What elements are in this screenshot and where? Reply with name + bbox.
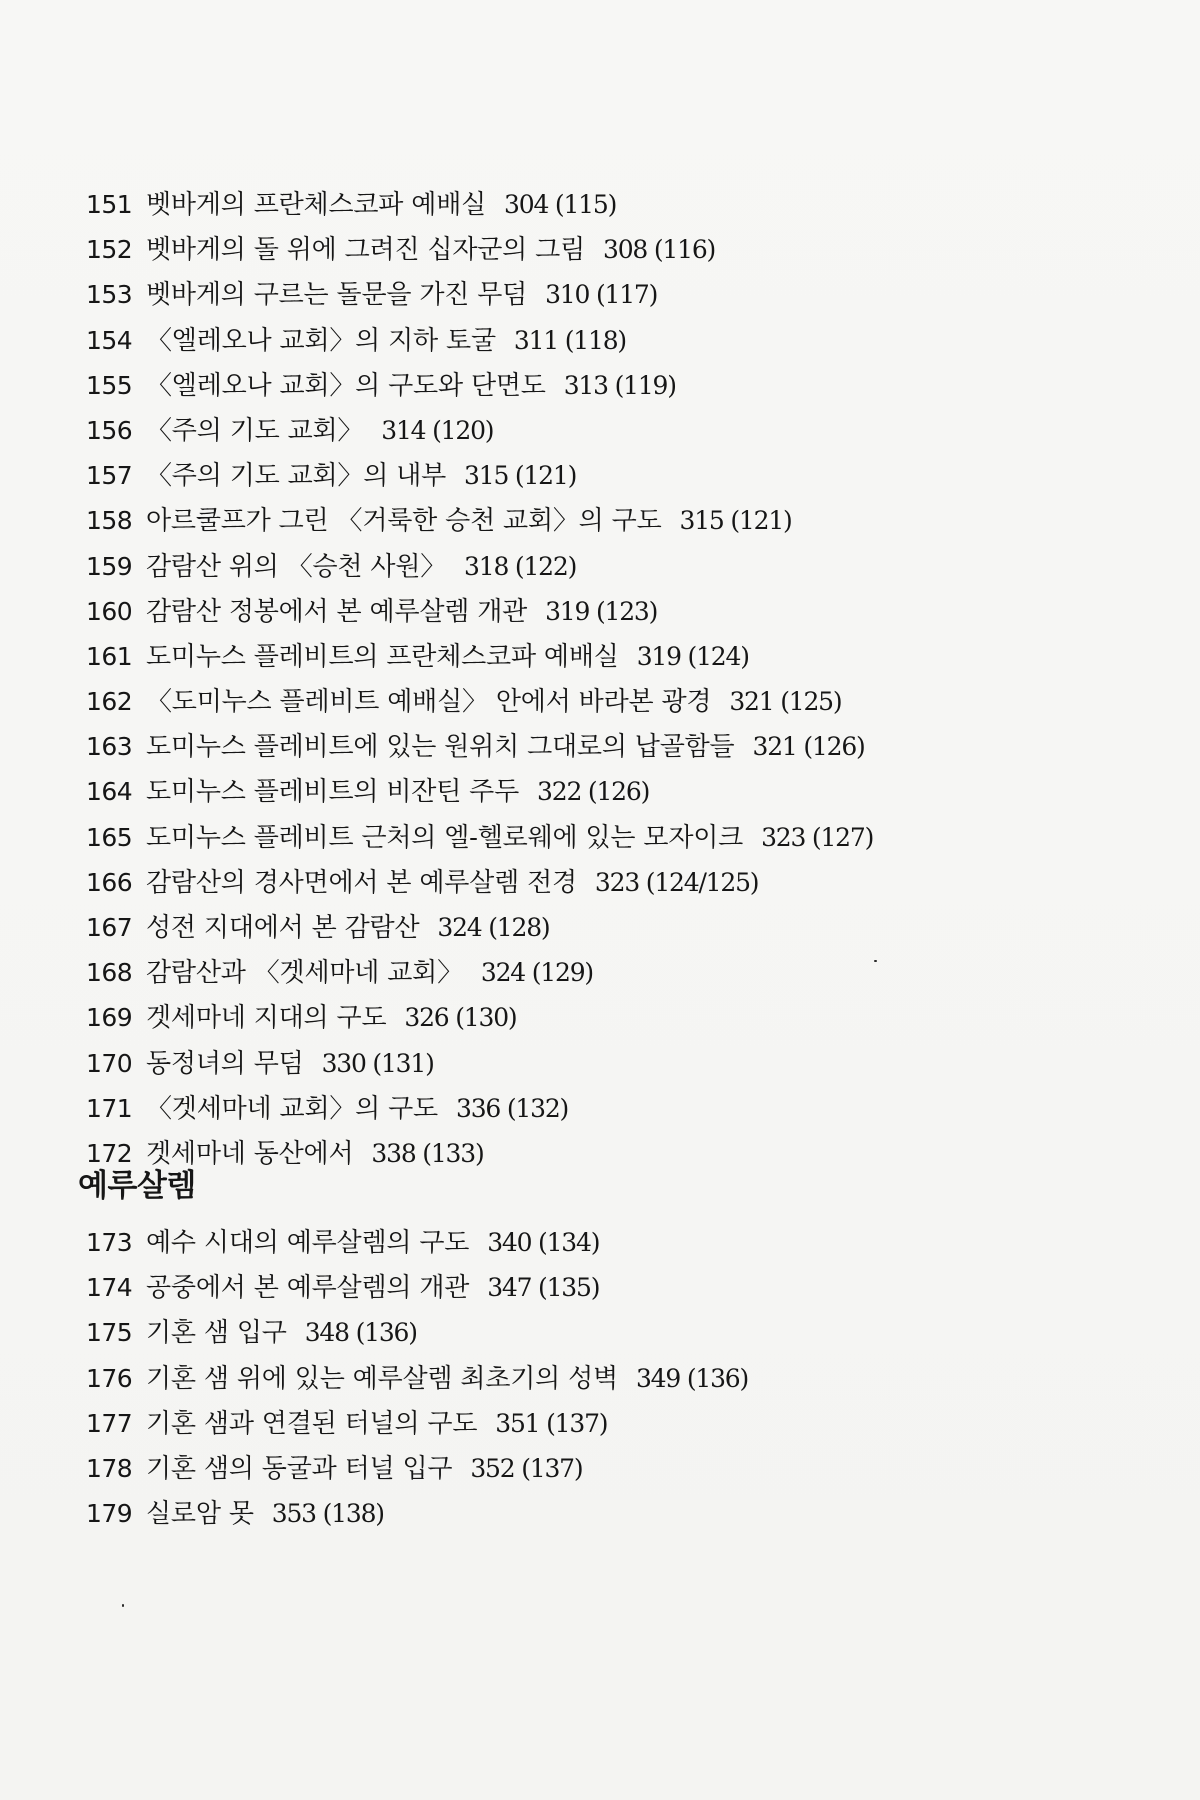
list-item (86, 771, 1126, 816)
entry-title: 〈겟세마네 교회〉의 구도 (146, 1093, 438, 1124)
entry-number: 165 (86, 822, 133, 852)
entry-title: 도미누스 플레비트의 프란체스코파 예배실 (146, 641, 619, 672)
list-item (86, 726, 1126, 771)
entry-title: 기혼 샘 입구 (146, 1318, 287, 1349)
list-item (86, 1043, 1126, 1088)
entry-number: 178 (86, 1453, 133, 1483)
entry-number: 156 (86, 415, 133, 445)
entry-title: 감람산과 〈겟세마네 교회〉 (146, 958, 463, 989)
entry-page: 338 (133) (371, 1138, 484, 1168)
entry-number: 167 (86, 913, 133, 942)
entry-title: 〈엘레오나 교회〉의 지하 토굴 (146, 325, 496, 356)
entry-number: 154 (86, 325, 133, 355)
list-item (86, 862, 1126, 907)
entry-page: 349 (136) (635, 1363, 749, 1393)
list-item (86, 1403, 1126, 1448)
entry-number: 172 (86, 1138, 133, 1168)
entry-page: 322 (126) (537, 777, 650, 807)
entry-page: 318 (122) (464, 551, 577, 581)
list-item (86, 455, 1126, 500)
entry-title: 벳바게의 구르는 돌문을 가진 무덤 (146, 280, 528, 311)
list-item (86, 952, 1126, 997)
entry-number: 175 (86, 1318, 133, 1348)
entry-title: 벳바게의 프란체스코파 예배실 (146, 190, 487, 220)
entry-page: 324 (128) (437, 913, 550, 942)
entry-number: 159 (86, 551, 133, 581)
entry-number: 169 (86, 1003, 133, 1033)
list-item (86, 907, 1126, 952)
entry-title: 벳바게의 돌 위에 그려진 십자군의 그림 (146, 235, 585, 266)
entry-number: 151 (86, 190, 133, 219)
entry-title: 공중에서 본 예루살렘의 개관 (146, 1273, 470, 1304)
entry-number: 168 (86, 958, 133, 988)
list-item (86, 1493, 1126, 1538)
entry-title: 도미누스 플레비트에 있는 원위치 그대로의 납골함들 (146, 732, 735, 763)
entry-title: 도미누스 플레비트 근처의 엘-헬로웨에 있는 모자이크 (146, 822, 744, 853)
list-item (86, 229, 1126, 274)
entry-page: 324 (129) (480, 958, 593, 988)
list-item (86, 500, 1126, 545)
list-item (86, 365, 1126, 410)
list-item (86, 681, 1126, 726)
entry-page: 304 (115) (504, 190, 617, 219)
illustration-list-part2 (86, 1222, 1126, 1538)
entry-title: 도미누스 플레비트의 비잔틴 주두 (146, 777, 520, 808)
entry-page: 348 (136) (304, 1318, 417, 1348)
entry-page: 323 (127) (761, 822, 874, 852)
entry-title: 감람산의 경사면에서 본 예루살렘 전경 (146, 867, 577, 898)
entry-title: 겟세마네 지대의 구도 (146, 1003, 387, 1034)
entry-title: 기혼 샘과 연결된 터널의 구도 (146, 1408, 478, 1439)
entry-page: 308 (116) (602, 235, 716, 265)
entry-page: 326 (130) (404, 1003, 517, 1033)
entry-title: 동정녀의 무덤 (146, 1048, 304, 1079)
list-item (86, 1358, 1126, 1403)
entry-page: 352 (137) (470, 1453, 583, 1483)
entry-number: 164 (86, 777, 133, 807)
entry-number: 179 (86, 1499, 133, 1529)
entry-page: 323 (124/125) (594, 867, 759, 897)
illustration-list-part1 (86, 184, 1126, 1178)
entry-title: 성전 지대에서 본 감람산 (146, 913, 420, 943)
list-item (86, 1133, 1126, 1178)
entry-title: 〈엘레오나 교회〉의 구도와 단면도 (146, 370, 546, 401)
entry-number: 153 (86, 280, 133, 310)
entry-page: 321 (126) (752, 732, 865, 762)
entry-page: 330 (131) (321, 1048, 434, 1078)
entry-page: 319 (123) (545, 596, 658, 626)
list-item (86, 320, 1126, 365)
list-item (86, 997, 1126, 1042)
list-item (86, 546, 1126, 591)
list-item (86, 1088, 1126, 1133)
entry-number: 171 (86, 1093, 133, 1123)
section-heading: 예루살렘 (78, 1168, 196, 1204)
list-item (86, 1267, 1126, 1312)
entry-page: 311 (118) (513, 325, 626, 355)
entry-number: 170 (86, 1048, 133, 1078)
entry-title: 기혼 샘의 동굴과 터널 입구 (146, 1453, 453, 1484)
scan-speck (874, 960, 877, 962)
entry-number: 155 (86, 370, 133, 400)
entry-page: 314 (120) (381, 415, 494, 445)
list-item (86, 636, 1126, 681)
list-item (86, 274, 1126, 319)
list-item (86, 591, 1126, 636)
entry-number: 160 (86, 596, 133, 626)
list-item (86, 1222, 1126, 1267)
entry-title: 기혼 샘 위에 있는 예루살렘 최초기의 성벽 (146, 1363, 618, 1394)
entry-title: 〈도미누스 플레비트 예배실〉 안에서 바라본 광경 (146, 687, 712, 718)
scan-speck (122, 1604, 124, 1607)
entry-number: 152 (86, 235, 133, 265)
entry-page: 310 (117) (545, 280, 658, 310)
entry-number: 176 (86, 1363, 133, 1393)
entry-number: 161 (86, 641, 133, 671)
entry-number: 174 (86, 1273, 133, 1303)
entry-page: 315 (121) (464, 461, 577, 491)
entry-title: 실로암 못 (146, 1499, 254, 1530)
entry-number: 177 (86, 1408, 133, 1438)
entry-title: 아르쿨프가 그린 〈거룩한 승천 교회〉의 구도 (146, 506, 662, 537)
entry-number: 173 (86, 1228, 133, 1257)
entry-title: 〈주의 기도 교회〉 (146, 415, 364, 446)
entry-page: 321 (125) (729, 687, 842, 717)
entry-page: 340 (134) (487, 1228, 600, 1257)
entry-number: 158 (86, 506, 133, 536)
list-item (86, 1312, 1126, 1357)
list-item (86, 817, 1126, 862)
entry-number: 163 (86, 732, 133, 762)
entry-page: 347 (135) (487, 1273, 600, 1303)
entry-title: 예수 시대의 예루살렘의 구도 (146, 1228, 470, 1258)
entry-page: 313 (119) (563, 370, 676, 400)
entry-page: 353 (138) (271, 1499, 384, 1529)
list-item (86, 410, 1126, 455)
entry-number: 166 (86, 867, 133, 897)
list-item (86, 1448, 1126, 1493)
entry-title: 〈주의 기도 교회〉의 내부 (146, 461, 447, 492)
entry-page: 336 (132) (455, 1093, 569, 1123)
entry-page: 351 (137) (495, 1408, 608, 1438)
entry-number: 162 (86, 687, 133, 717)
entry-title: 감람산 위의 〈승천 사원〉 (146, 551, 447, 582)
entry-title: 감람산 정봉에서 본 예루살렘 개관 (146, 596, 528, 627)
list-item (86, 184, 1126, 229)
entry-number: 157 (86, 461, 133, 491)
entry-page: 315 (121) (679, 506, 792, 536)
entry-page: 319 (124) (636, 641, 749, 671)
entry-title: 겟세마네 동산에서 (146, 1138, 354, 1169)
